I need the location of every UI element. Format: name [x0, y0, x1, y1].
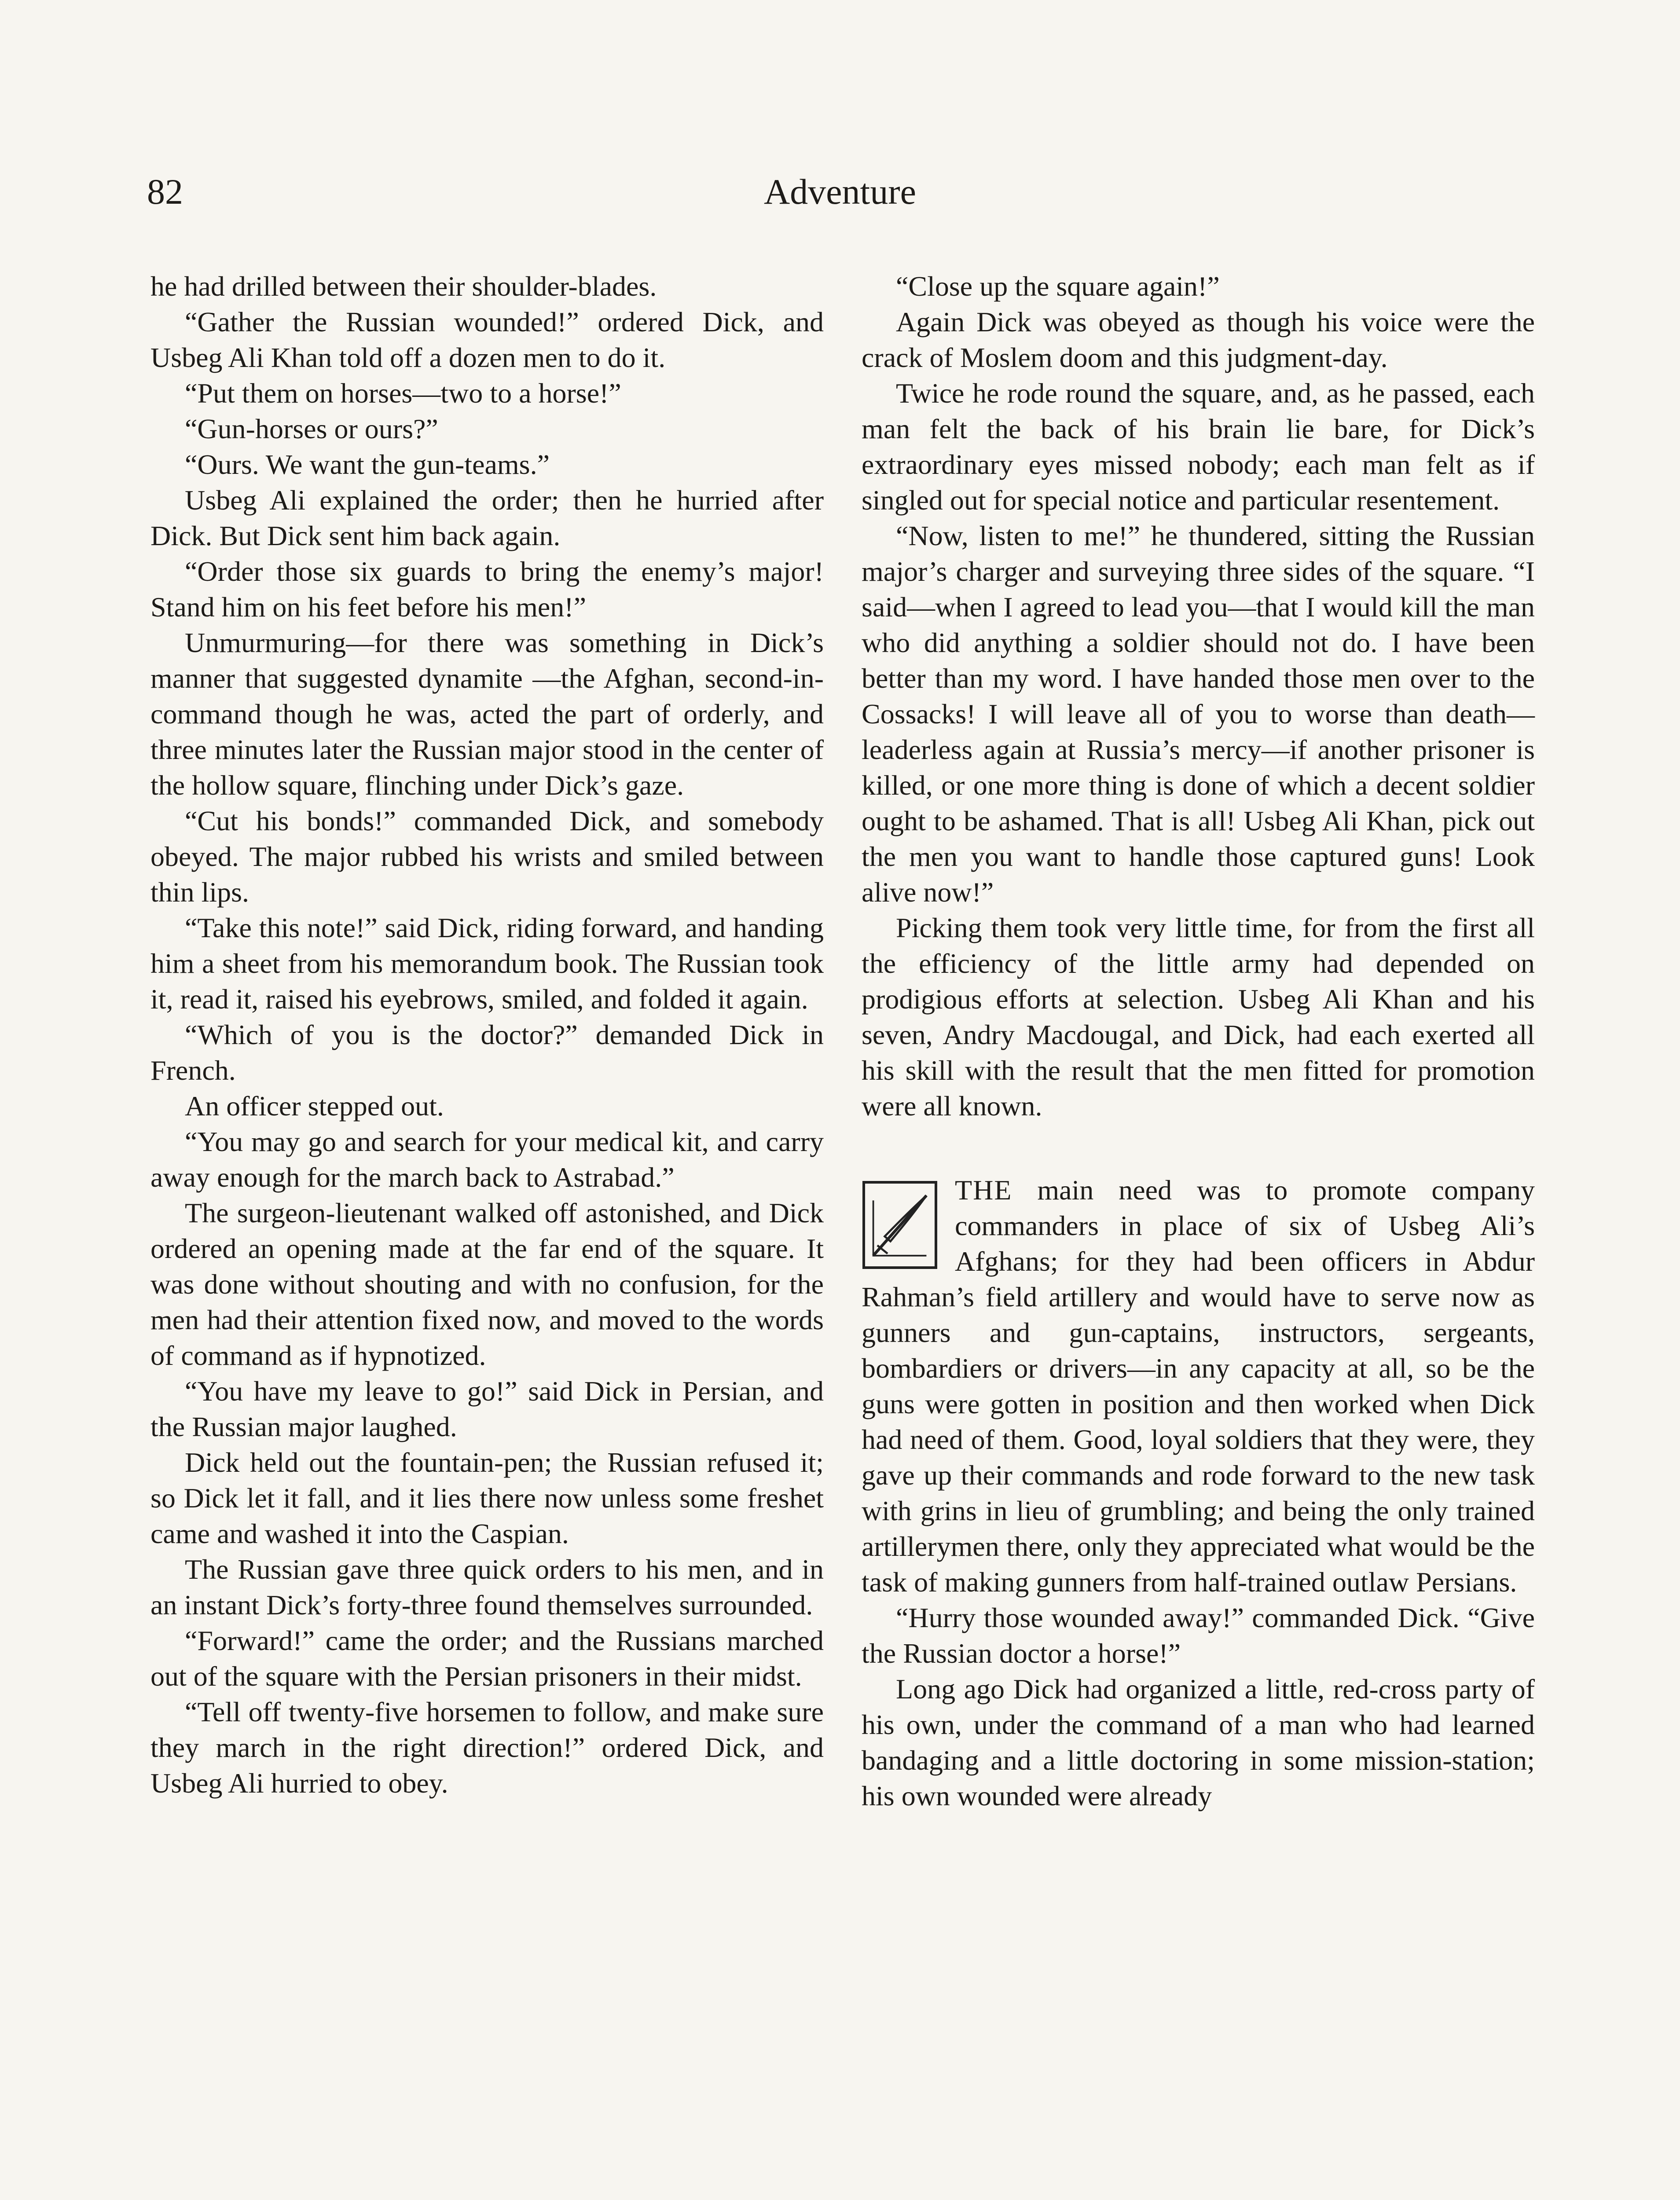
paragraph: he had drilled between their shoulder-blades.: [150, 271, 657, 302]
section-opening-paragraph: [862, 1172, 1535, 1600]
paragraph: “Gather the Russian wounded!” ordered Dick, and Usbeg Ali Khan told off a dozen men to do it.: [150, 306, 824, 373]
paragraph: “Ours. We want the gun-teams.”: [185, 449, 550, 480]
paragraph: “Hurry those wounded away!” commanded Dick. “Give the Russian doctor a horse!”: [862, 1602, 1535, 1669]
paragraph: Again Dick was obeyed as though his voice were the crack of Moslem doom and this judgment-day.: [862, 306, 1535, 373]
paragraph: The surgeon-lieutenant walked off astonished, and Dick ordered an opening made at the far end of the square. It was done without shouting and with no confusion, for the men had their attention fixed now, and moved to the words of command as if hypnotized.: [150, 1197, 824, 1371]
paragraph: “Put them on horses—two to a horse!”: [185, 378, 621, 409]
paragraph: “Gun-horses or ours?”: [185, 413, 438, 444]
section-first-paragraph-text: main need was to promote company commanders in place of six of Usbeg Ali’s Afghans; for they had been officers in Abdur Rahman’s field artillery and would have to serve now as gunners and gun-captains, instructors, sergeants, bombardiers or drivers—in any capacity at all, so be the guns were gotten in position and then worked when Dick had need of them. Good, loyal soldiers that they were, they gave up their commands and rode forward to the new task with grins in lieu of grumbling; and being the only trained artillerymen there, only they appreciated what would be the task of making gunners from half-trained outlaw Persians.: [862, 1174, 1535, 1598]
paragraph: “You have my leave to go!” said Dick in Persian, and the Russian major laughed.: [150, 1375, 824, 1442]
page-number: 82: [147, 172, 183, 212]
section-break: [862, 1124, 1535, 1172]
paragraph: Dick held out the fountain-pen; the Russian refused it; so Dick let it fall, and it lies there now unless some freshet came and washed it into the Caspian.: [150, 1447, 824, 1549]
paragraph: An officer stepped out.: [185, 1090, 444, 1122]
paragraph: Picking them took very little time, for from the first all the efficiency of the little army had depended on prodigious efforts at selection. Usbeg Ali Khan and his seven, Andry Macdougal, and Dick, had each exerted all his skill with the result that the men fitted for promotion were all known.: [862, 912, 1535, 1122]
decorative-initial-icon: [862, 1181, 937, 1269]
paragraph: Usbeg Ali explained the order; then he hurried after Dick. But Dick sent him back again.: [150, 484, 824, 551]
paragraph: “Tell off twenty-five horsemen to follow, and make sure they march in the right direction!” ordered Dick, and Usbeg Ali hurried to obey.: [150, 1696, 824, 1799]
section-lead-word: THE: [955, 1174, 1012, 1206]
paragraph: “Close up the square again!”: [896, 271, 1220, 302]
paragraph: “Forward!” came the order; and the Russians marched out of the square with the Persian prisoners in their midst.: [150, 1625, 824, 1692]
paragraph: “Take this note!” said Dick, riding forward, and handing him a sheet from his memorandum book. The Russian took it, read it, raised his eyebrows, smiled, and folded it again.: [150, 912, 824, 1015]
paragraph: The Russian gave three quick orders to his men, and in an instant Dick’s forty-three found themselves surrounded.: [150, 1554, 824, 1621]
quill-icon: [865, 1184, 935, 1266]
paragraph: “Now, listen to me!” he thundered, sitting the Russian major’s charger and surveying three sides of the square. “I said—when I agreed to lead you—that I would kill the man who did anything a soldier should not do. I have been better than my word. I have handed those men over to the Cossacks! I will leave all of you to worse than death—leaderless again at Russia’s mercy—if another prisoner is killed, or one more thing is done of which a decent soldier ought to be ashamed. That is all! Usbeg Ali Khan, pick out the men you want to handle those captured guns! Look alive now!”: [862, 520, 1535, 908]
paragraph: “Cut his bonds!” commanded Dick, and somebody obeyed. The major rubbed his wrists and smiled between thin lips.: [150, 805, 824, 908]
paragraph: “Order those six guards to bring the enemy’s major! Stand him on his feet before his men!”: [150, 556, 824, 623]
left-column: [150, 268, 824, 1801]
paragraph: Twice he rode round the square, and, as he passed, each man felt the back of his brain lie bare, for Dick’s extraordinary eyes missed nobody; each man felt as if singled out for special notice and particular resentement.: [862, 378, 1535, 516]
right-column: [862, 268, 1535, 1814]
paragraph: “Which of you is the doctor?” demanded Dick in French.: [150, 1019, 824, 1086]
running-title: Adventure: [763, 172, 917, 212]
paragraph: Long ago Dick had organized a little, red-cross party of his own, under the command of a man who had learned bandaging and a little doctoring in some mission-station; his own wounded were already: [862, 1673, 1535, 1811]
paragraph: Unmurmuring—for there was something in Dick’s manner that suggested dynamite —the Afghan, second-in-command though he was, acted the part of orderly, and three minutes later the Russian major stood in the center of the hollow square, flinching under Dick’s gaze.: [150, 627, 824, 801]
paragraph: “You may go and search for your medical kit, and carry away enough for the march back to Astrabad.”: [150, 1126, 824, 1193]
